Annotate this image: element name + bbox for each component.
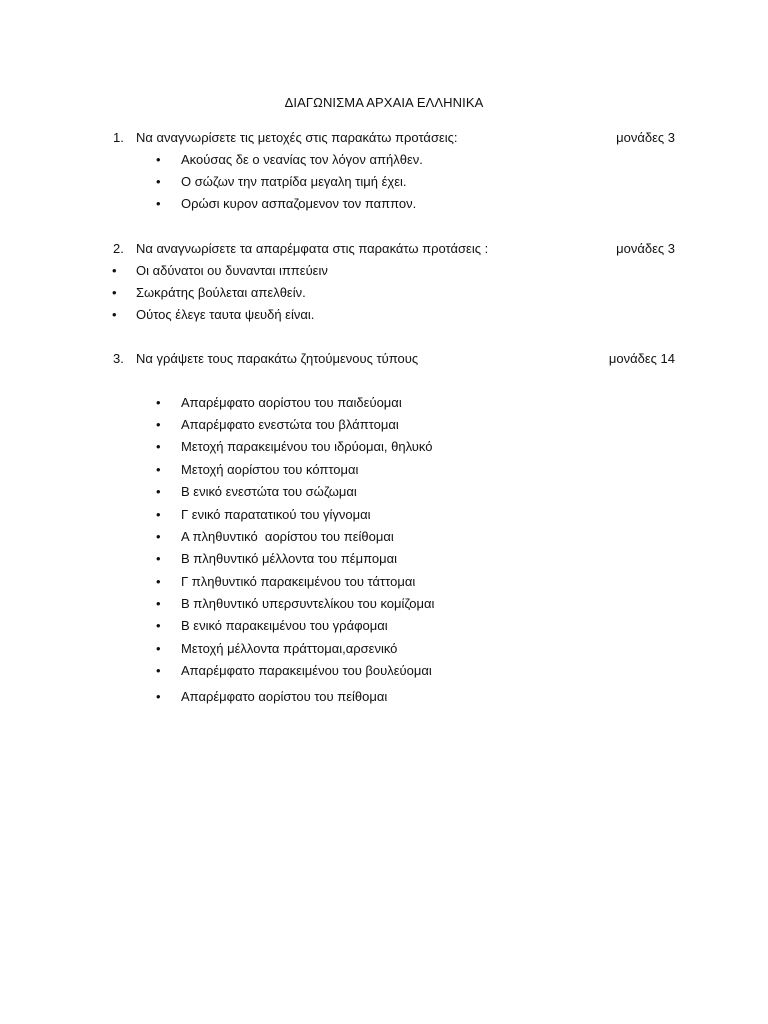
list-item-text: Α πληθυντικό αορίστου του πείθομαι xyxy=(181,529,394,544)
list-item-text: Μετοχή μέλλοντα πράττομαι,αρσενικό xyxy=(181,641,398,656)
bullet-icon: • xyxy=(156,417,161,432)
bullet-icon: • xyxy=(156,596,161,611)
bullet-icon: • xyxy=(156,507,161,522)
list-item-text: Απαρέμφατο αορίστου του παιδεύομαι xyxy=(181,395,402,410)
list-item-text: Ακούσας δε ο νεανίας τον λόγον απήλθεν. xyxy=(181,152,423,167)
bullet-icon: • xyxy=(156,663,161,678)
bullet-icon: • xyxy=(156,196,161,211)
question-number: 2. xyxy=(113,241,124,256)
document-title: ΔΙΑΓΩΝΙΣΜΑ ΑΡΧΑΙΑ ΕΛΛΗΝΙΚΑ xyxy=(284,95,484,110)
bullet-icon: • xyxy=(156,439,161,454)
question-text: Να γράψετε τους παρακάτω ζητούμενους τύπους xyxy=(136,351,419,366)
bullet-icon: • xyxy=(112,307,117,322)
bullet-icon: • xyxy=(112,285,117,300)
question-text: Να αναγνωρίσετε τα απαρέμφατα στις παρακάτω προτάσεις : xyxy=(136,241,489,256)
list-item-text: Ούτος έλεγε ταυτα ψευδή είναι. xyxy=(136,307,315,322)
bullet-icon: • xyxy=(156,618,161,633)
bullet-icon: • xyxy=(156,484,161,499)
list-item-text: Ο σώζων την πατρίδα μεγαλη τιμή έχει. xyxy=(181,174,407,189)
list-item-text: Ορώσι κυρον ασπαζομενον τον παππον. xyxy=(181,196,417,211)
bullet-icon: • xyxy=(156,174,161,189)
bullet-icon: • xyxy=(112,263,117,278)
bullet-icon: • xyxy=(156,152,161,167)
list-item-text: Γ πληθυντικό παρακειμένου του τάττομαι xyxy=(181,574,416,589)
list-item-text: Β ενικό παρακειμένου του γράφομαι xyxy=(181,618,388,633)
list-item-text: Σωκράτης βούλεται απελθείν. xyxy=(136,285,306,300)
bullet-icon: • xyxy=(156,529,161,544)
question-2 xyxy=(113,240,675,258)
list-item-text: Απαρέμφατο παρακειμένου του βουλεύομαι xyxy=(181,663,432,678)
list-item-text: Μετοχή παρακειμένου του ιδρύομαι, θηλυκό xyxy=(181,439,433,454)
list-item-text: Απαρέμφατο ενεστώτα του βλάπτομαι xyxy=(181,417,399,432)
bullet-icon: • xyxy=(156,395,161,410)
question-number: 3. xyxy=(113,351,124,366)
bullet-icon: • xyxy=(156,462,161,477)
question-text: Να αναγνωρίσετε τις μετοχές στις παρακάτω προτάσεις: xyxy=(136,130,458,145)
list-item-text: Γ ενικό παρατατικού του γίγνομαι xyxy=(181,507,371,522)
list-item-text: Απαρέμφατο αορίστου του πείθομαι xyxy=(181,689,388,704)
bullet-icon: • xyxy=(156,551,161,566)
list-item-text: Μετοχή αορίστου του κόπτομαι xyxy=(181,462,359,477)
question-number: 1. xyxy=(113,130,124,145)
question-marks: μονάδες 3 xyxy=(616,130,675,145)
question-marks: μονάδες 14 xyxy=(608,351,675,366)
list-item-text: Β ενικό ενεστώτα του σώζωμαι xyxy=(181,484,357,499)
bullet-icon: • xyxy=(156,574,161,589)
list-item-text: Οι αδύνατοι ου δυνανται ιππεύειν xyxy=(136,263,328,278)
list-item-text: Β πληθυντικό υπερσυντελίκου του κομίζομαι xyxy=(181,596,435,611)
bullet-icon: • xyxy=(156,689,161,704)
bullet-icon: • xyxy=(156,641,161,656)
question-marks: μονάδες 3 xyxy=(616,241,675,256)
question-1 xyxy=(113,129,675,147)
question-3 xyxy=(113,350,675,368)
list-item-text: Β πληθυντικό μέλλοντα του πέμπομαι xyxy=(181,551,397,566)
